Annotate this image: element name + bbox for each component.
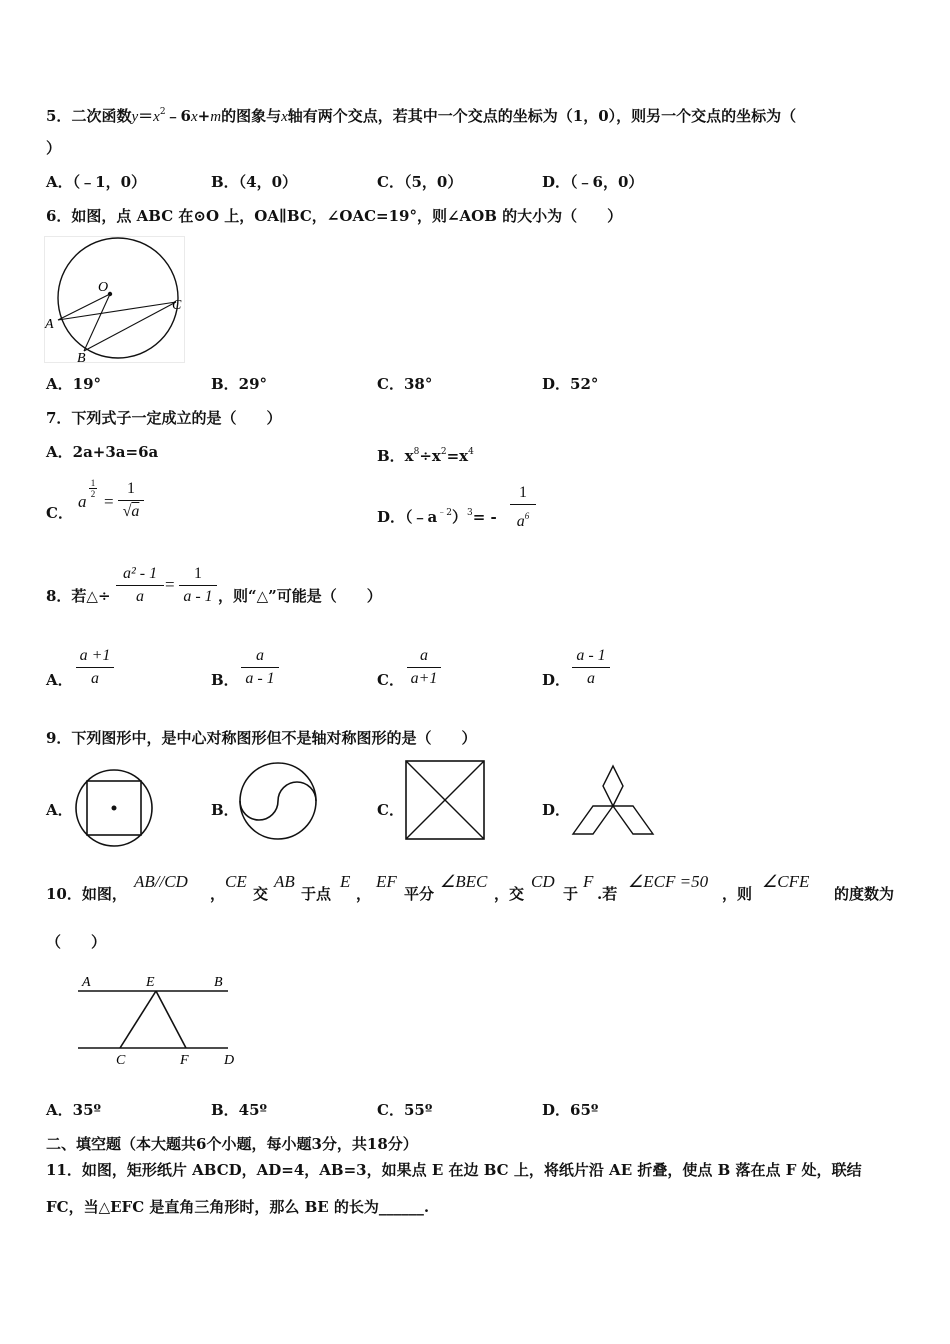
- q10-m-ab: AB: [274, 872, 295, 891]
- q10-m-ce: CE: [225, 872, 247, 891]
- q5-option-b[interactable]: B．（4，0）: [211, 173, 298, 191]
- q10-m-e: E: [340, 872, 351, 891]
- q10-option-a[interactable]: A．35º: [46, 1101, 102, 1119]
- q8-suffix: ，则“△”可能是（ ）: [218, 587, 382, 605]
- q7c-base: a: [78, 492, 87, 511]
- q10-option-b[interactable]: B．45º: [211, 1101, 268, 1119]
- q7-option-c-label[interactable]: C．: [46, 504, 73, 522]
- q10-label-c: C: [116, 1053, 126, 1068]
- q10-label-a: A: [82, 975, 91, 990]
- q7-option-d[interactable]: D．$(﹣a^{﹣2})^3=$ -: [377, 508, 497, 526]
- q10-c9: ，则: [722, 885, 753, 903]
- q10-option-c[interactable]: C．55º: [377, 1101, 433, 1119]
- q5-option-d[interactable]: D．（﹣6，0）: [542, 173, 644, 191]
- q5-close-paren: ）: [46, 139, 62, 157]
- q6-option-d[interactable]: D．52°: [542, 375, 599, 393]
- q6-label-a: A: [45, 317, 54, 332]
- q9-option-a-label[interactable]: A．: [46, 801, 73, 819]
- q10-m-cd: CD: [531, 872, 555, 891]
- q8-prefix: 8．若△÷: [46, 587, 111, 605]
- q10-option-d[interactable]: D．65º: [542, 1101, 599, 1119]
- q10-paren: （ ）: [46, 933, 107, 951]
- q5-option-a[interactable]: A．（﹣1，0）: [46, 173, 147, 191]
- q10-c10: 的度数为: [834, 885, 895, 903]
- q10-c1: ，: [210, 885, 226, 903]
- q7-option-a[interactable]: A．2a+3a=6a: [46, 443, 159, 461]
- q10-m-angle-cfe: ∠CFE: [762, 872, 810, 891]
- q10-prefix: 10．如图，: [46, 885, 127, 903]
- q7-option-c-expr[interactable]: [76, 476, 156, 532]
- q11-line1: 11．如图，矩形纸片 ABCD，AD=4，AB=3，如果点 E 在边 BC 上，将纸片沿 AE 折叠，使点 B 落在点 F 处，联结: [46, 1161, 862, 1179]
- q10-m-f: F: [583, 872, 594, 891]
- q10-c6: ，交: [494, 885, 525, 903]
- q8-option-a-label[interactable]: A．: [46, 671, 73, 689]
- q6-option-b[interactable]: B．29°: [211, 375, 268, 393]
- q7-text: 7．下列式子一定成立的是（ ）: [46, 409, 282, 427]
- q10-c2: 交: [253, 885, 269, 903]
- q8-frac-1: $\frac{\text{a² - 1}}{a}$: [116, 563, 164, 608]
- q10-c4: ，: [356, 885, 372, 903]
- q6-option-c[interactable]: C．38°: [377, 375, 433, 393]
- q10-label-d: D: [224, 1053, 235, 1068]
- q6-label-b: B: [77, 351, 86, 364]
- q6-text: 6．如图，点 ABC 在⊙O 上，OA∥BC，∠OAC=19°，则∠AOB 的大小为（ ）: [46, 207, 623, 225]
- q10-parallel-lines-figure: [74, 970, 246, 1072]
- q5-option-c[interactable]: C．（5，0）: [377, 173, 463, 191]
- q10-c5: 平分: [404, 885, 435, 903]
- section-2-heading: 二、填空题（本大题共6个小题，每小题3分，共18分）: [46, 1135, 418, 1153]
- q9-text: 9．下列图形中，是中心对称图形但不是轴对称图形的是（ ）: [46, 729, 477, 747]
- q11-line2: FC，当△EFC 是直角三角形时，那么 BE 的长为______.: [46, 1198, 430, 1216]
- q6-label-o: O: [98, 280, 109, 295]
- q8-equals: =: [165, 575, 175, 594]
- q10-c3: 于点: [301, 885, 332, 903]
- q10-c7: 于: [563, 885, 579, 903]
- q9-figure-square-x[interactable]: [404, 759, 486, 841]
- q8-option-b-label[interactable]: B．: [211, 671, 239, 689]
- q10-label-f: F: [180, 1053, 189, 1068]
- q10-m-ab-cd: AB//CD: [134, 872, 188, 891]
- q8-option-c-frac[interactable]: $\frac{a}{a+1}$: [407, 645, 441, 690]
- q8-option-d-label[interactable]: D．: [542, 671, 571, 689]
- q7-option-b[interactable]: B．$x^8\div x^2=x^4$: [377, 447, 474, 465]
- q6-option-a[interactable]: A．19°: [46, 375, 102, 393]
- q9-option-d-label[interactable]: D．: [542, 801, 571, 819]
- q8-option-b-frac[interactable]: $\frac{a}{a - 1}$: [241, 645, 279, 690]
- q7c-eq: =: [104, 492, 114, 511]
- q9-figure-three-rhombi[interactable]: [568, 764, 658, 838]
- q10-m-angle-ecf: ∠ECF =50: [628, 872, 709, 891]
- q9-option-c-label[interactable]: C．: [377, 801, 404, 819]
- q6-label-c: C: [172, 298, 182, 313]
- q10-m-ef: EF: [376, 872, 397, 891]
- q10-label-b: B: [214, 975, 223, 990]
- q9-option-b-label[interactable]: B．: [211, 801, 239, 819]
- q8-option-c-label[interactable]: C．: [377, 671, 404, 689]
- q8-option-a-frac[interactable]: $\frac{a +1}{a}$: [76, 645, 114, 690]
- q5-line1: 5．二次函数$y=x^2﹣6x+m$的图象与x轴有两个交点，若其中一个交点的坐标为（1，0），则另一个交点的坐标为（: [46, 107, 797, 125]
- q9-figure-circle-square[interactable]: [72, 768, 156, 848]
- q10-label-e: E: [146, 975, 155, 990]
- q7d-frac: $\frac{1}{a^6}$: [510, 482, 536, 533]
- q8-frac-2: $\frac{1}{a - 1}$: [179, 563, 217, 608]
- q7c-exp: 1 2: [90, 478, 96, 499]
- q10-m-angle-bec: ∠BEC: [440, 872, 488, 891]
- q9-figure-yin-yang[interactable]: [236, 760, 320, 842]
- q10-c8: .若: [597, 885, 618, 903]
- q7c-frac: $\frac{1}{√a}$: [118, 478, 144, 523]
- q6-circle-figure: [44, 236, 186, 364]
- q8-option-d-frac[interactable]: $\frac{a - 1}{a}$: [572, 645, 610, 690]
